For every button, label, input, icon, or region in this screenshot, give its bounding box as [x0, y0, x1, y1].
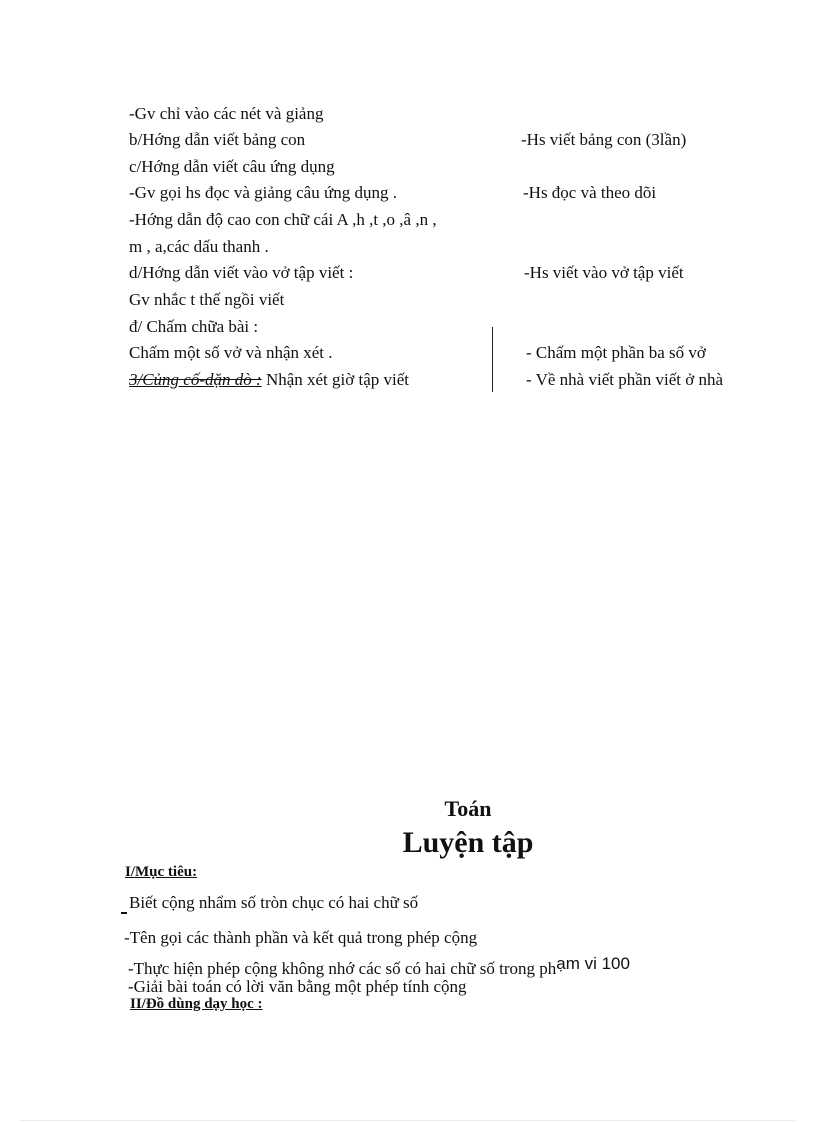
right-cham-mot-phan: - Chấm một phần ba số vở	[526, 343, 706, 362]
objective-1	[121, 893, 418, 914]
cung-co-text: Nhận xét giờ tập viết	[261, 370, 410, 389]
line-cham-chua-bai: đ/ Chấm chữa bài :	[129, 317, 259, 336]
objective-2: -Tên gọi các thành phần và kết quả trong phép cộng	[124, 928, 478, 947]
objective-3	[128, 954, 630, 979]
objective-1-text: Biết cộng nhẩm số tròn chục có hai chữ số	[129, 893, 419, 912]
right-ve-nha: - Về nhà viết phần viết ở nhà	[526, 370, 724, 389]
right-hs-viet-bang-con: -Hs viết bảng con (3lần)	[521, 130, 687, 149]
line-huong-dan-do-cao: -Hớng dẫn độ cao con chữ cái A ,h ,t ,o ,â ,n ,	[129, 210, 437, 229]
line-dau-thanh: m , a,các dấu thanh .	[129, 237, 269, 256]
line-nhac-the-ngoi: Gv nhắc t thế ngồi viết	[129, 290, 285, 309]
line-cham-mot-so-vo: Chấm một số vở và nhận xét .	[129, 343, 333, 362]
dash-bullet-icon	[121, 912, 127, 914]
materials-heading: II/Đồ dùng dạy học :	[130, 996, 263, 1012]
objectives-heading: I/Mục tiêu:	[125, 864, 198, 880]
lesson-title: Luyện tập	[402, 826, 534, 859]
line-huong-dan-bang-con: b/Hớng dẫn viết bảng con	[129, 130, 306, 149]
line-huong-dan-vo: d/Hớng dẫn viết vào vở tập viết :	[129, 263, 354, 282]
right-hs-doc: -Hs đọc và theo dõi	[523, 183, 657, 202]
subject-title: Toán	[444, 796, 492, 821]
objective-3-text: -Thực hiện phép cộng không nhớ các số có hai chữ số trong ph	[128, 959, 557, 978]
objective-4: -Giải bài toán có lời văn bằng một phép tính cộng	[128, 977, 467, 996]
column-divider	[492, 327, 493, 392]
line-gv-chi: -Gv chỉ vào các nét và giảng	[129, 104, 324, 123]
line-huong-dan-cau-ung-dung: c/Hớng dẫn viết câu ứng dụng	[129, 157, 335, 176]
cung-co-label: 3/Củng cố-dặn dò :	[129, 370, 262, 389]
objective-3-tail: ạm vi 100	[556, 954, 630, 973]
right-hs-viet-vo: -Hs viết vào vở tập viết	[524, 263, 684, 282]
line-gv-goi-hs: -Gv gọi hs đọc và giảng câu ứng dụng .	[129, 183, 397, 202]
line-cung-co	[129, 370, 409, 390]
page-bottom-rule	[20, 1120, 796, 1121]
